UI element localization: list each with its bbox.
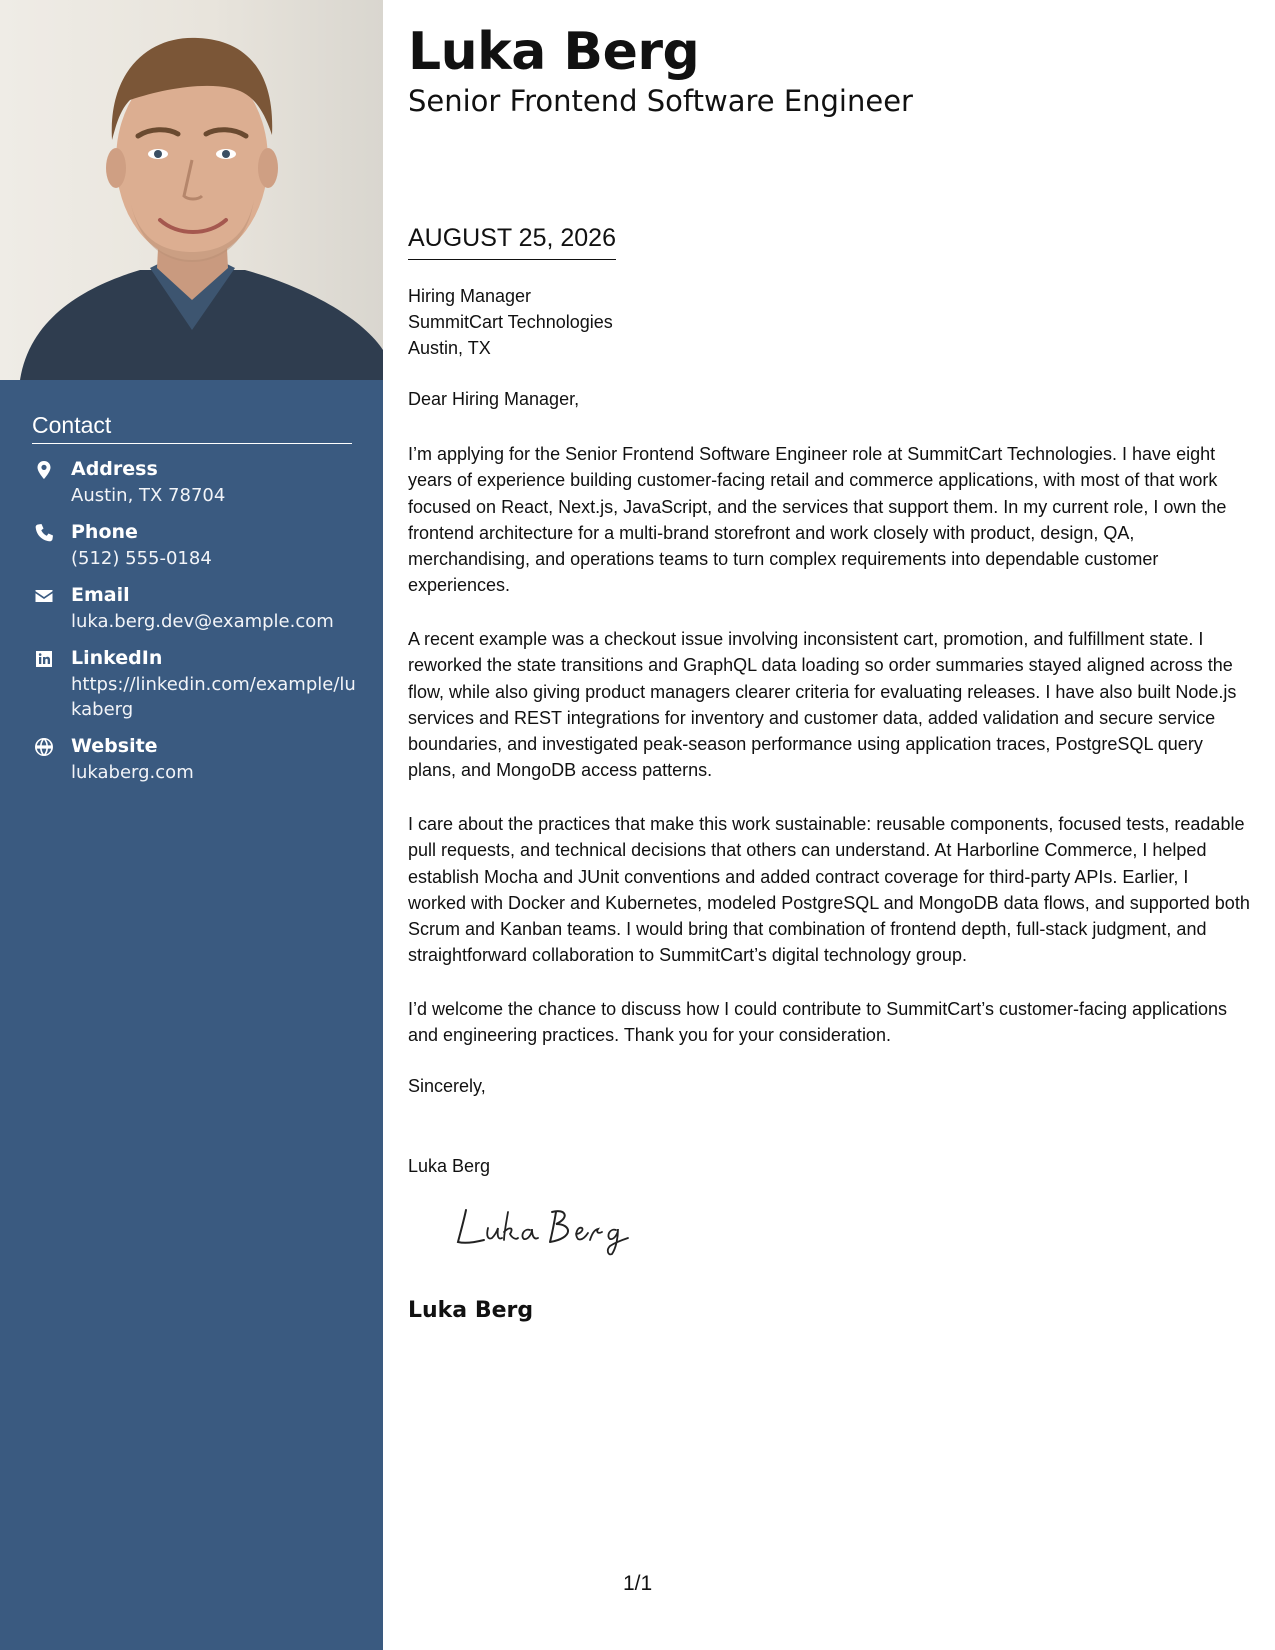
- letter-date: AUGUST 25, 2026: [408, 224, 616, 260]
- contact-value-phone: (512) 555-0184: [71, 548, 212, 569]
- contact-label-website: Website: [71, 735, 158, 757]
- body-paragraph: I care about the practices that make this work sustainable: reusable components, focused tests, readable pull requests, and technical decisions that others can understand. At Harborline Commerce, I helped establish Mocha and JUnit conventions and added contract coverage for third-party APIs. Earlier, I worked with Docker and Kubernetes, modeled PostgreSQL and MongoDB data flows, and supported both Scrum and Kanban teams. I would bring that combination of frontend depth, full-stack judgment, and straightforward collaboration to SummitCart’s digital technology group.: [408, 814, 1250, 966]
- handwritten-signature: [452, 1198, 642, 1258]
- contact-value-address: Austin, TX 78704: [71, 485, 226, 506]
- recipient-line: Austin, TX: [408, 338, 491, 358]
- linkedin-icon: [34, 649, 56, 671]
- contact-value-linkedin[interactable]: https://linkedin.com/example/lukaberg: [71, 674, 356, 720]
- recipient-line: SummitCart Technologies: [408, 312, 613, 332]
- contact-label-email: Email: [71, 584, 130, 606]
- envelope-icon: [34, 586, 56, 608]
- contact-value-website[interactable]: lukaberg.com: [71, 762, 194, 783]
- contact-label-phone: Phone: [71, 521, 138, 543]
- contact-label-address: Address: [71, 458, 158, 480]
- contact-label-linkedin: LinkedIn: [71, 647, 163, 669]
- body-paragraph: I’d welcome the chance to discuss how I could contribute to SummitCart’s customer-facing applications and engineering practices. Thank you for your consideration.: [408, 999, 1228, 1046]
- salutation: Dear Hiring Manager,: [408, 389, 580, 409]
- typed-name: Luka Berg: [408, 1156, 491, 1176]
- map-pin-icon: [34, 460, 56, 482]
- applicant-name: Luka Berg: [408, 22, 700, 82]
- job-title: Senior Frontend Software Engineer: [408, 84, 913, 118]
- sidebar: [0, 0, 383, 1650]
- phone-icon: [34, 523, 56, 545]
- portrait-illustration: [0, 0, 383, 380]
- recipient-block: [408, 283, 613, 361]
- recipient-line: Hiring Manager: [408, 286, 532, 306]
- globe-icon: [34, 737, 56, 759]
- body-paragraph: A recent example was a checkout issue involving inconsistent cart, promotion, and fulfillment state. I reworked the state transitions and GraphQL data loading so order summaries stayed aligned across the flow, while also giving product managers clearer criteria for evaluating releases. I have also built Node.js services and REST integrations for inventory and customer data, added validation and secure service boundaries, and investigated peak-season performance using application traces, PostgreSQL query plans, and MongoDB access patterns.: [408, 629, 1237, 781]
- contact-heading: Contact: [32, 412, 352, 444]
- body-paragraph: I’m applying for the Senior Frontend Software Engineer role at SummitCart Technologies. I have eight years of experience building customer-facing retail and commerce applications, with most of that work focused on React, Next.js, JavaScript, and the services that support them. In my current role, I own the frontend architecture for a multi-brand storefront and work closely with product, design, QA, merchandising, and operations teams to turn complex requirements into dependable customer experiences.: [408, 444, 1227, 596]
- contact-value-email[interactable]: luka.berg.dev@example.com: [71, 611, 334, 632]
- profile-photo: [0, 0, 383, 380]
- closing: Sincerely,: [408, 1076, 486, 1096]
- signed-name: Luka Berg: [408, 1298, 534, 1323]
- page-number: 1/1: [623, 1572, 653, 1595]
